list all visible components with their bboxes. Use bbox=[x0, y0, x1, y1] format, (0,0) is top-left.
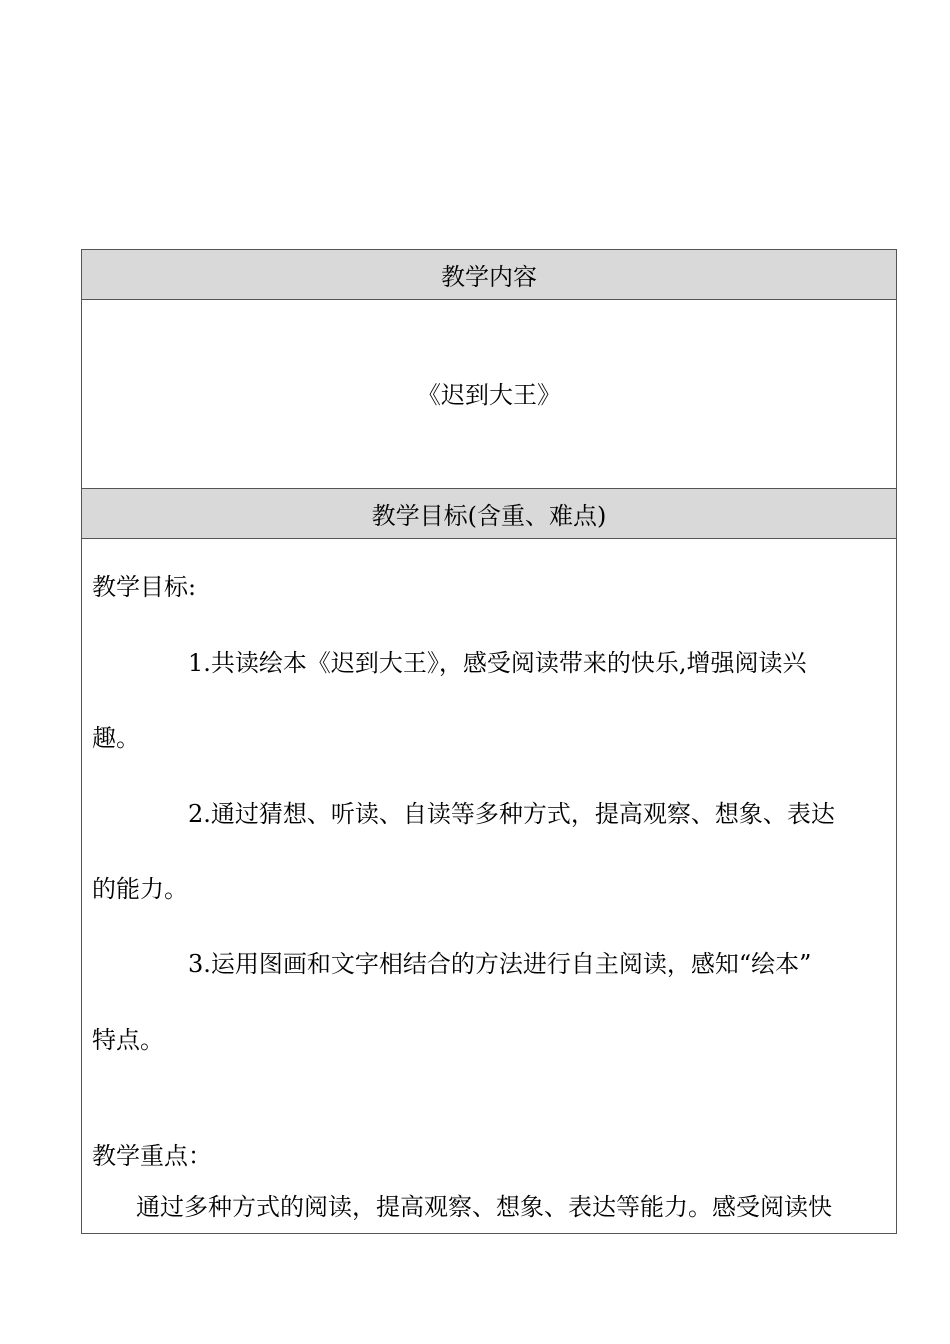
teaching-content-header-text: 教学内容 bbox=[441, 263, 537, 291]
teaching-content-cell bbox=[82, 300, 896, 489]
goal-2-line-2: 的能力。 bbox=[92, 875, 188, 903]
key-points-label: 教学重点： bbox=[92, 1142, 212, 1170]
teaching-goals-header bbox=[82, 489, 896, 539]
teaching-goals-header-text: 教学目标(含重、难点) bbox=[371, 502, 607, 530]
goal-1-line-1: 1.共读绘本《迟到大王》，感受阅读带来的快乐,增强阅读兴 bbox=[188, 649, 807, 677]
teaching-goals-cell bbox=[82, 539, 896, 1233]
key-points-line-1: 通过多种方式的阅读，提高观察、想象、表达等能力。感受阅读快 bbox=[136, 1193, 832, 1221]
book-title: 《迟到大王》 bbox=[417, 380, 561, 409]
goal-2-line-1: 2.通过猜想、听读、自读等多种方式，提高观察、想象、表达 bbox=[188, 800, 835, 828]
goal-1-line-2: 趣。 bbox=[92, 724, 140, 752]
goal-3-line-1: 3.运用图画和文字相结合的方法进行自主阅读，感知“绘本” bbox=[188, 950, 812, 978]
goals-label: 教学目标: bbox=[92, 573, 197, 601]
goal-3-line-2: 特点。 bbox=[92, 1026, 164, 1054]
lesson-plan-table bbox=[81, 249, 897, 1234]
teaching-content-header bbox=[82, 250, 896, 300]
